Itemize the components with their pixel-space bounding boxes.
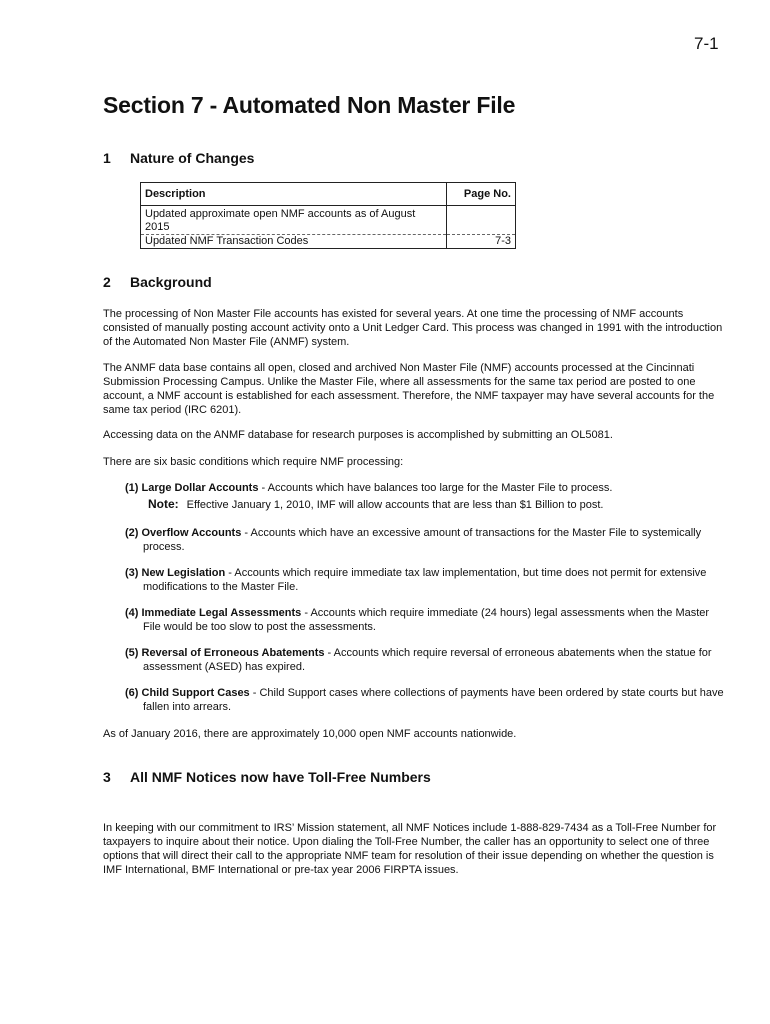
table-header-row xyxy=(141,183,516,206)
table-row xyxy=(141,235,516,249)
table-cell-page: 7-3 xyxy=(447,235,516,249)
table-cell-page xyxy=(447,206,516,235)
condition-text: - Accounts which require immediate (24 hours) legal assessments when the Master File would be too slow to post the assessments. xyxy=(143,607,710,633)
condition-text: - Child Support cases where collections of payments have been ordered by state courts but have fallen into arrears. xyxy=(143,687,724,713)
condition-text: - Accounts which have balances too large for the Master File to process. xyxy=(258,482,613,494)
condition-item xyxy=(125,481,725,495)
condition-text: - Accounts which require reversal of erroneous abatements when the statue for assessment (ASED) has expired. xyxy=(143,647,712,673)
table-cell-description: Updated approximate open NMF accounts as of August 2015 xyxy=(141,206,447,235)
paragraph: In keeping with our commitment to IRS’ Mission statement, all NMF Notices include 1-888-829-7434 as a Toll-Free Number for taxpayers to inquire about their notice. Upon dialing the Toll-Free Number, the caller has an opportunity to select one of three options that will direct their call to the appropriate NMF team for resolution of their issue depending on whether the question is IMF International, BMF International or pre-tax year 2006 FIRPTA issues. xyxy=(103,822,717,876)
column-header-description: Description xyxy=(141,183,447,206)
column-header-page: Page No. xyxy=(447,183,516,206)
condition-item xyxy=(125,566,725,594)
condition-item xyxy=(125,526,725,554)
note xyxy=(148,497,603,511)
paragraph: As of January 2016, there are approximately 10,000 open NMF accounts nationwide. xyxy=(103,728,517,740)
paragraph: Accessing data on the ANMF database for research purposes is accomplished by submitting an OL5081. xyxy=(103,429,613,441)
condition-item xyxy=(125,686,725,714)
section-title: Nature of Changes xyxy=(130,150,255,166)
condition-item xyxy=(125,646,725,674)
paragraph: There are six basic conditions which require NMF processing: xyxy=(103,456,404,468)
section-title: All NMF Notices now have Toll-Free Numbers xyxy=(130,769,431,785)
paragraph: The processing of Non Master File accounts has existed for several years. At one time the processing of NMF accounts consisted of manually posting account activity onto a Unit Ledger Card. This process was changed in 1991 with the introduction of the Automated Non Master File (ANMF) system. xyxy=(103,308,723,348)
condition-label: (2) Overflow Accounts xyxy=(125,527,242,539)
condition-label: (6) Child Support Cases xyxy=(125,687,250,699)
condition-item xyxy=(125,606,725,634)
condition-label: (4) Immediate Legal Assessments xyxy=(125,607,302,619)
section-number: 3 xyxy=(103,769,111,785)
paragraph: The ANMF data base contains all open, closed and archived Non Master File (NMF) accounts processed at the Cincinnati Submission Processing Campus. Unlike the Master File, where all assessments for the same tax period are posted to one account, a NMF account is established for each assessment. Therefore, the NMF taxpayer may have several accounts for the same tax period (IRC 6201). xyxy=(103,362,715,416)
section-title: Background xyxy=(130,274,212,290)
table-row xyxy=(141,206,516,235)
condition-text: - Accounts which have an excessive amount of transactions for the Master File to systemically process. xyxy=(143,527,702,553)
condition-label: (5) Reversal of Erroneous Abatements xyxy=(125,647,325,659)
note-text: Effective January 1, 2010, IMF will allow accounts that are less than $1 Billion to post. xyxy=(186,499,604,511)
section-number: 2 xyxy=(103,274,111,290)
condition-text: - Accounts which require immediate tax law implementation, but time does not permit for extensive modifications to the Master File. xyxy=(143,567,707,593)
page-title: Section 7 - Automated Non Master File xyxy=(103,92,516,118)
section-number: 1 xyxy=(103,150,111,166)
condition-label: (3) New Legislation xyxy=(125,567,226,579)
note-label: Note: xyxy=(148,497,179,511)
page-number: 7-1 xyxy=(694,34,719,53)
changes-table xyxy=(140,182,516,249)
condition-label: (1) Large Dollar Accounts xyxy=(125,482,259,494)
table-cell-description: Updated NMF Transaction Codes xyxy=(141,235,447,249)
